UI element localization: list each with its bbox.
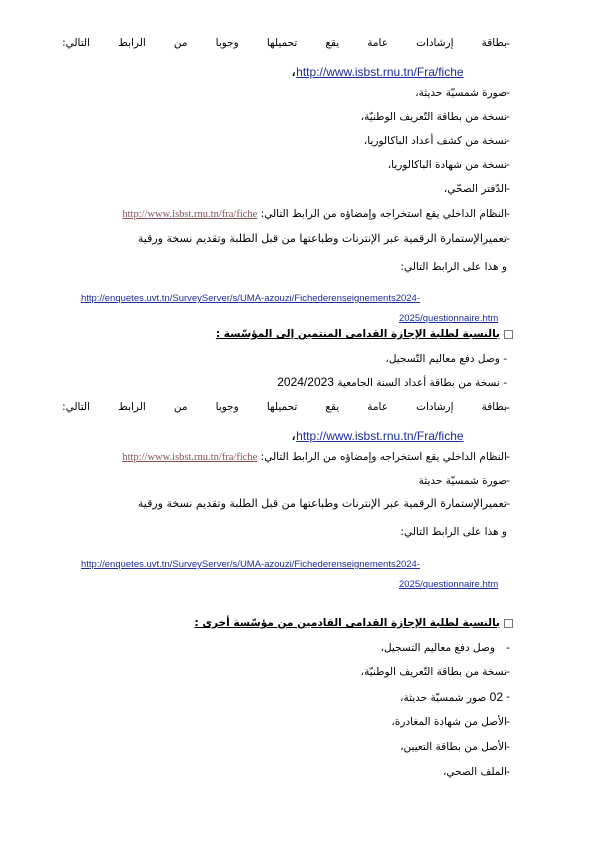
bullet: - bbox=[506, 158, 510, 171]
list-item: نسخة من شهادة الباكالوريا، bbox=[387, 159, 507, 171]
word: تحميلها bbox=[266, 401, 298, 413]
survey-url-line1 bbox=[81, 552, 420, 571]
bullet: - bbox=[506, 740, 510, 753]
word: تحميلها bbox=[266, 37, 298, 49]
rules-line bbox=[122, 207, 507, 222]
checkbox-icon bbox=[504, 619, 513, 628]
bullet: - bbox=[506, 497, 510, 510]
separator: ، bbox=[291, 425, 297, 444]
list-item bbox=[277, 375, 507, 390]
word: بطاقة bbox=[481, 37, 507, 49]
list-item: نسخة من بطاقة التّعريف الوطنيّة، bbox=[360, 111, 507, 123]
list-item: نسخة من بطاقة التّعريف الوطنيّة، bbox=[360, 666, 507, 678]
separator: ، bbox=[291, 61, 297, 80]
list-item: الدّفتر الصحّي، bbox=[443, 183, 507, 195]
word: الرابط bbox=[118, 401, 146, 413]
list-item bbox=[400, 690, 503, 705]
form-instruction: تعميرالإستمارة الرقمية عبر الإنترنات وطباعتها من قبل الطلبة وتقديم نسخة ورقية bbox=[137, 497, 507, 510]
survey-link[interactable]: http://enquetes.uvt.tn/SurveyServer/s/UMA-azouzi/Fichederenseignements2024- bbox=[81, 293, 421, 304]
word: إرشادات bbox=[416, 401, 454, 413]
heading-text: بالنسبة لطلبة الإجازة القدامى القادمين من مؤسّسة أخرى : bbox=[194, 617, 500, 629]
academic-year: 2024/2023 bbox=[277, 375, 334, 389]
rules-link[interactable]: http://www.isbst.rnu.tn/fra/fiche bbox=[122, 452, 258, 463]
item-text: صور شمسيّة حديثة، bbox=[400, 692, 487, 704]
bullet: - bbox=[503, 353, 507, 365]
rules-text: النظام الداخلي يقع استخراجه وإمضاؤه من الرابط التالي: bbox=[260, 208, 507, 220]
guide-card-link[interactable]: http://www.isbst.rnu.tn/Fra/fiche bbox=[296, 429, 464, 443]
bullet: - bbox=[506, 665, 510, 678]
guide-card-line bbox=[62, 37, 507, 49]
form-instruction: تعميرالإستمارة الرقمية عبر الإنترنات وطباعتها من قبل الطلبة وتقديم نسخة ورقية bbox=[137, 232, 507, 245]
rules-text: النظام الداخلي يقع استخراجه وإمضاؤه من الرابط التالي: bbox=[260, 451, 507, 463]
bullet: - bbox=[506, 690, 510, 703]
list-item: الأصل من شهادة المغادرة، bbox=[391, 716, 507, 728]
bullet: - bbox=[506, 401, 510, 414]
word: إرشادات bbox=[416, 37, 454, 49]
bullet: - bbox=[506, 37, 510, 50]
heading-text: بالنسبة لطلبة الإجازة القدامى المنتمين إلى المؤسّسة : bbox=[215, 328, 500, 340]
word: من bbox=[173, 401, 188, 413]
bullet: - bbox=[506, 207, 510, 220]
list-item bbox=[385, 352, 507, 366]
list-item: وصل دفع معاليم التسجيل، bbox=[380, 642, 495, 654]
bullet: - bbox=[506, 134, 510, 147]
survey-url-line1 bbox=[81, 286, 420, 305]
bullet: - bbox=[506, 450, 510, 463]
link-intro: و هذا على الرابط التالي: bbox=[400, 261, 507, 273]
link-intro: و هذا على الرابط التالي: bbox=[400, 526, 507, 538]
word: وجوبا bbox=[215, 401, 239, 413]
rules-line bbox=[122, 450, 507, 465]
list-item: صورة شمسيّة حديثة bbox=[418, 475, 507, 487]
bullet: - bbox=[506, 715, 510, 728]
bullet: - bbox=[506, 232, 510, 245]
bullet: - bbox=[506, 765, 510, 778]
word: عامة bbox=[367, 37, 388, 49]
guide-card-url-line bbox=[291, 61, 464, 80]
survey-link-cont[interactable]: 2025/questionnaire.htm bbox=[399, 579, 499, 590]
photo-count: 02 bbox=[489, 690, 503, 704]
bullet: - bbox=[506, 641, 510, 654]
list-item: نسخة من كشف أعداد الباكالوريا، bbox=[363, 135, 507, 147]
list-item: الملف الصحي، bbox=[442, 766, 507, 778]
list-item: الأصل من بطاقة التعيين، bbox=[400, 741, 507, 753]
bullet: - bbox=[506, 86, 510, 99]
word: الرابط bbox=[118, 37, 146, 49]
list-item: صورة شمسيّة حديثة، bbox=[415, 87, 507, 99]
word: يقع bbox=[325, 401, 340, 413]
section-heading bbox=[216, 327, 513, 341]
item-text: نسخة من بطاقة أعداد السنة الجامعية bbox=[337, 377, 500, 389]
word: من bbox=[173, 37, 188, 49]
guide-card-url-line bbox=[291, 425, 464, 444]
survey-url-line2 bbox=[399, 306, 498, 325]
word: يقع bbox=[325, 37, 340, 49]
survey-url-line2 bbox=[399, 572, 498, 591]
word: التالي: bbox=[62, 37, 91, 49]
guide-card-line bbox=[62, 401, 507, 413]
guide-card-link[interactable]: http://www.isbst.rnu.tn/Fra/fiche bbox=[296, 65, 464, 79]
word: التالي: bbox=[62, 401, 91, 413]
word: بطاقة bbox=[481, 401, 507, 413]
word: عامة bbox=[367, 401, 388, 413]
word: وجوبا bbox=[215, 37, 239, 49]
rules-link[interactable]: http://www.isbst.rnu.tn/fra/fiche bbox=[122, 209, 258, 220]
item-text: وصل دفع معاليم التّسجيل، bbox=[385, 353, 500, 365]
survey-link[interactable]: http://enquetes.uvt.tn/SurveyServer/s/UMA-azouzi/Fichederenseignements2024- bbox=[81, 559, 421, 570]
bullet: - bbox=[506, 474, 510, 487]
survey-link-cont[interactable]: 2025/questionnaire.htm bbox=[399, 313, 499, 324]
bullet: - bbox=[503, 377, 507, 389]
checkbox-icon bbox=[504, 330, 513, 339]
section-heading bbox=[195, 616, 513, 630]
bullet: - bbox=[506, 182, 510, 195]
bullet: - bbox=[506, 110, 510, 123]
